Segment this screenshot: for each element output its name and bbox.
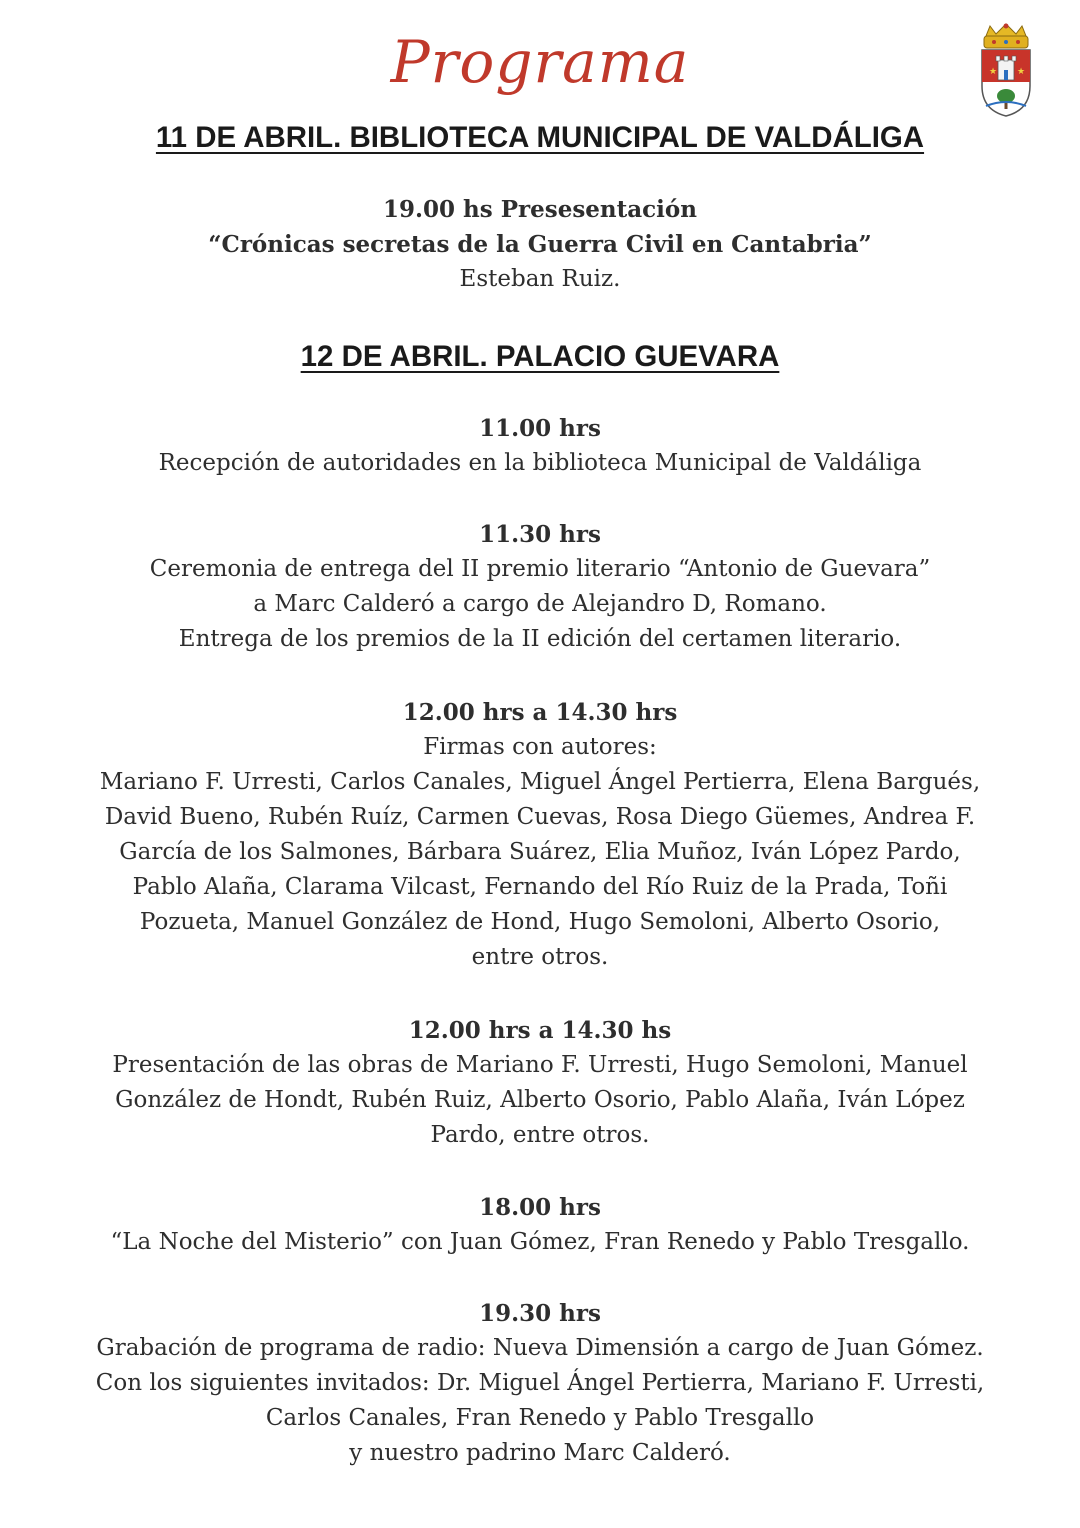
event-line: “La Noche del Misterio” con Juan Gómez, Fran Renedo y Pablo Tresgallo. — [110, 1229, 970, 1255]
day2-heading: 12 DE ABRIL. PALACIO GUEVARA — [300, 340, 780, 373]
day1-time: 19.00 hs Presesentación — [383, 196, 697, 223]
event-time: 18.00 hrs — [479, 1194, 601, 1221]
coat-of-arms-icon — [976, 22, 1036, 118]
event-block — [40, 411, 1040, 481]
event-line: Ceremonia de entrega del II premio literario “Antonio de Guevara” — [149, 556, 931, 582]
event-line: entre otros. — [471, 944, 609, 970]
event-block — [40, 1013, 1040, 1153]
event-line: Entrega de los premios de la II edición del certamen literario. — [178, 626, 902, 652]
event-line: y nuestro padrino Marc Calderó. — [349, 1440, 731, 1466]
svg-text:★: ★ — [989, 67, 998, 77]
event-line: Grabación de programa de radio: Nueva Dimensión a cargo de Juan Gómez. — [96, 1335, 984, 1361]
event-line: Pozueta, Manuel González de Hond, Hugo Semoloni, Alberto Osorio, — [139, 909, 941, 935]
event-block — [40, 517, 1040, 657]
event-time: 19.30 hrs — [479, 1300, 601, 1327]
event-block — [40, 695, 1040, 975]
event-line: Pablo Alaña, Clarama Vilcast, Fernando del Río Ruiz de la Prada, Toñi — [132, 874, 948, 900]
event-line: González de Hondt, Rubén Ruiz, Alberto Osorio, Pablo Alaña, Iván López — [115, 1087, 965, 1113]
event-line: David Bueno, Rubén Ruíz, Carmen Cuevas, Rosa Diego Güemes, Andrea F. — [104, 804, 976, 830]
day1-heading: 11 DE ABRIL. BIBLIOTECA MUNICIPAL DE VALDÁLIGA — [155, 121, 925, 154]
event-line: García de los Salmones, Bárbara Suárez, Elia Muñoz, Iván López Pardo, — [119, 839, 961, 865]
event-time: 12.00 hrs a 14.30 hs — [408, 1017, 672, 1044]
page-title: Programa — [390, 28, 690, 96]
event-line: a Marc Calderó a cargo de Alejandro D, Romano. — [253, 591, 827, 617]
event-time: 11.00 hrs — [479, 415, 601, 442]
event-line: Con los siguientes invitados: Dr. Miguel Ángel Pertierra, Mariano F. Urresti, — [95, 1370, 985, 1396]
event-block — [40, 1190, 1040, 1260]
event-time: 11.30 hrs — [479, 521, 601, 548]
event-line: Presentación de las obras de Mariano F. Urresti, Hugo Semoloni, Manuel — [112, 1052, 968, 1078]
event-line: Recepción de autoridades en la biblioteca Municipal de Valdáliga — [158, 450, 922, 476]
svg-text:★: ★ — [1017, 67, 1026, 77]
event-block — [40, 1296, 1040, 1471]
event-line: Pardo, entre otros. — [430, 1122, 650, 1148]
event-line: Mariano F. Urresti, Carlos Canales, Miguel Ángel Pertierra, Elena Bargués, — [99, 769, 981, 795]
event-time: 12.00 hrs a 14.30 hrs — [402, 699, 678, 726]
event-line: Firmas con autores: — [423, 734, 657, 760]
day1-event — [40, 192, 1040, 297]
day1-book-title: “Crónicas secretas de la Guerra Civil en Cantabria” — [208, 231, 872, 258]
day1-author: Esteban Ruiz. — [459, 266, 621, 292]
event-line: Carlos Canales, Fran Renedo y Pablo Tresgallo — [265, 1405, 815, 1431]
